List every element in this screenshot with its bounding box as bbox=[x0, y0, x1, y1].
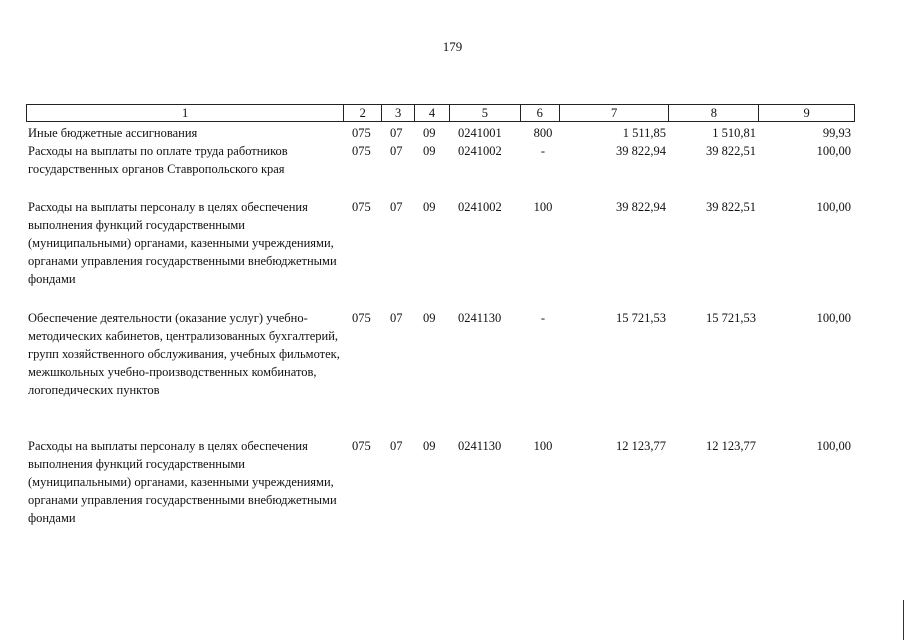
row-name: Расходы на выплаты персоналу в целях обеспечения выполнения функций государственными (муниципальными) органами, казенными учреждениями, органами управления государственными внебюджетными фондами bbox=[28, 200, 337, 286]
header-col-1: 1 bbox=[27, 105, 344, 121]
row-col-3: 07 bbox=[390, 200, 403, 214]
row-col-7: 39 822,94 bbox=[616, 144, 666, 158]
row-col-9: 100,00 bbox=[816, 200, 851, 214]
row-col-8: 1 510,81 bbox=[712, 126, 756, 140]
row-col-4: 09 bbox=[423, 144, 436, 158]
row-col-6: - bbox=[540, 311, 546, 325]
row-col-3: 07 bbox=[390, 126, 403, 140]
row-col-7: 1 511,85 bbox=[622, 126, 666, 140]
row-col-5: 0241130 bbox=[458, 439, 502, 453]
row-name: Расходы на выплаты по оплате труда работников государственных органов Ставропольского края bbox=[28, 144, 288, 176]
row-col-2: 075 bbox=[352, 311, 371, 325]
row-col-3: 07 bbox=[390, 144, 403, 158]
header-col-6: 6 bbox=[521, 105, 560, 121]
row-col-9: 100,00 bbox=[816, 144, 851, 158]
row-col-8: 15 721,53 bbox=[706, 311, 756, 325]
header-col-5: 5 bbox=[450, 105, 521, 121]
row-col-4: 09 bbox=[423, 439, 436, 453]
row-col-7: 15 721,53 bbox=[616, 311, 666, 325]
row-col-5: 0241001 bbox=[458, 126, 502, 140]
header-col-8: 8 bbox=[669, 105, 759, 121]
row-col-7: 39 822,94 bbox=[616, 200, 666, 214]
row-col-9: 100,00 bbox=[816, 439, 851, 453]
row-col-7: 12 123,77 bbox=[616, 439, 666, 453]
row-col-6: - bbox=[540, 144, 546, 158]
row-name: Иные бюджетные ассигнования bbox=[28, 126, 198, 140]
row-col-2: 075 bbox=[352, 200, 371, 214]
header-col-4: 4 bbox=[415, 105, 450, 121]
header-col-7: 7 bbox=[560, 105, 670, 121]
row-col-8: 12 123,77 bbox=[706, 439, 756, 453]
row-col-8: 39 822,51 bbox=[706, 200, 756, 214]
row-col-4: 09 bbox=[423, 126, 436, 140]
row-col-8: 39 822,51 bbox=[706, 144, 756, 158]
row-col-5: 0241130 bbox=[458, 311, 502, 325]
row-col-2: 075 bbox=[352, 126, 371, 140]
row-col-5: 0241002 bbox=[458, 144, 502, 158]
header-col-3: 3 bbox=[382, 105, 415, 121]
row-col-9: 100,00 bbox=[816, 311, 851, 325]
header-col-2: 2 bbox=[344, 105, 382, 121]
header-col-9: 9 bbox=[803, 106, 810, 120]
row-col-9: 99,93 bbox=[822, 126, 851, 140]
row-col-3: 07 bbox=[390, 311, 403, 325]
row-col-3: 07 bbox=[390, 439, 403, 453]
row-col-4: 09 bbox=[423, 311, 436, 325]
row-col-6: 800 bbox=[533, 126, 553, 140]
row-col-5: 0241002 bbox=[458, 200, 502, 214]
row-col-6: 100 bbox=[533, 439, 553, 453]
row-name: Обеспечение деятельности (оказание услуг) учебно-методических кабинетов, централизованных бухгалтерий, групп хозяйственного обслуживания, учебных фильмотек, межшкольных учебно-производственных комбинатов, логопедических пунктов bbox=[28, 311, 340, 397]
row-name: Расходы на выплаты персоналу в целях обеспечения выполнения функций государственными (муниципальными) органами, казенными учреждениями, органами управления государственными внебюджетными фондами bbox=[28, 439, 337, 525]
row-col-2: 075 bbox=[352, 439, 371, 453]
row-col-6: 100 bbox=[533, 200, 553, 214]
scan-edge-line bbox=[903, 600, 904, 640]
table-header-row bbox=[26, 104, 855, 122]
row-col-2: 075 bbox=[352, 144, 371, 158]
row-col-4: 09 bbox=[423, 200, 436, 214]
page-number: 179 bbox=[442, 39, 463, 54]
